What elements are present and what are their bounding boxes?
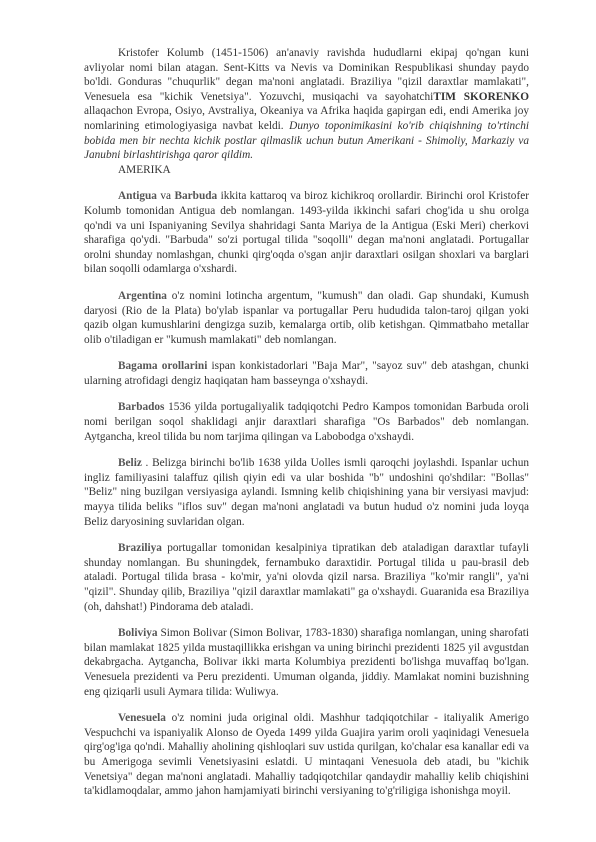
entry-venezuela — [84, 711, 529, 799]
entry-bahamas — [84, 359, 529, 388]
entry-text: 1536 yilda portugaliyalik tadqiqotchi Pedro Kampos tomonidan Barbuda oroli nomi berilgan soqol shaklidagi anjir daraxtlari sharafiga "Os Barbados" deb nomlangan. Aytgancha, kreol tilida bu nom tarjima qilingan va Labobodga o'xshaydi. — [84, 401, 529, 443]
entry-term: Boliviya — [118, 627, 158, 640]
entry-belize — [84, 456, 529, 529]
author-name: TIM SKORENKO — [433, 90, 529, 103]
entry-term: Antigua — [118, 190, 157, 203]
intro-paragraph — [84, 46, 529, 163]
entry-text: portugallar tomonidan kesalpiniya tipratikan deb ataladigan daraxtlar tufayli shunday nomlangan. Bu shuningdek, fernambuko daraxtidir. Portugal tilida u pau-brasil deb ataladi. Portugal tilida brasa - ko'mir, ya'ni olovda qizil narsa. Braziliya "ko'mir rangli", ya'ni "qizil". Shunday qilib, Braziliya "qizil daraxtlar mamlakati" ga o'xshaydi. Guaranida esa Braziliya (oh, dahshat!) Pindorama deb ataladi. — [84, 542, 529, 613]
entry-text: ispan konkistadorlari "Baja Mar", "sayoz suv" deb atashgan, chunki ularning atrofidagi dengiz haqiqatan ham basseynga o'xshaydi. — [84, 360, 529, 387]
intro-italic-text: Dunyo toponimikasini ko'rib chiqishning to'rtinchi bobida men bir nechta kichik postlar qilmaslik uchun butun Amerikani - Shimoliy, Markaziy va Janubni birlashtirishga qaror qildim. — [84, 119, 529, 162]
entry-text: Simon Bolivar (Simon Bolivar, 1783-1830) sharafiga nomlangan, uning sharofati bilan mamlakat 1825 yilda mustaqillikka erishgan va uning birinchi prezidenti 1825 yil avgustdan dekabrgacha. Aytgancha, Bolivar ikki marta Kolumbiya prezidenti bo'lishga muvaffaq bo'lgan. Venesuela prezidenti va Peru prezidenti. Umuman olganda, jiddiy. Mamlakat nomini buzishning eng qiziqarli usuli Aymara tilida: Wuliwya. — [84, 627, 529, 698]
entry-term: Argentina — [118, 289, 167, 302]
entry-text: o'z nomini juda original oldi. Mashhur tadqiqotchilar - italiyalik Amerigo Vespuchchi va ispaniyalik Alonso de Oyeda 1499 yilda Guajira yarim oroli yaqinidagi Venesuela qirg'og'iga qo'ndi. Mahalliy aholining qishloqlari suv ustida qurilgan, ko'chalar esa kanallar edi va bu Amerigoga sevimli Venetsiyasini eslatdi. U mintaqani Venesuola deb atadi, bu "kichik Venetsiya" degan ma'noni anglatadi. Mahalliy tadqiqotchilar qandaydir mahalliy kelib chiqishini ta'kidlamoqdalar, ammo jahon hamjamiyati birinchi versiyaning to'g'riligiga ishonishga moyil. — [84, 712, 529, 798]
entry-term: Venesuela — [118, 712, 166, 725]
entry-term: Bagama orollarini — [118, 360, 208, 373]
entry-term: Barbados — [118, 401, 165, 414]
entry-antigua-barbuda — [84, 189, 529, 277]
intro-text-1: Kristofer Kolumb (1451-1506) an'anaviy ravishda hududlarni ekipaj qo'ngan kuni avliyolar nomi bilan atagan. Sent-Kitts va Nevis va Dominikan Respublikasi shunday paydo bo'ldi. Gonduras "chuqurlik" degan ma'noni anglatadi. Braziliya "qizil daraxtlar mamlakati", Venesuela esa "kichik Venetsiya". Yozuvchi, musiqachi va sayohatchi — [84, 47, 529, 103]
entry-text: o'z nomini lotincha argentum, "kumush" dan oladi. Gap shundaki, Kumush daryosi (Rio de la Plata) bo'ylab ispanlar va portugallar Peru hududida talon-taroj qilgan yoki qazib olgan kumushlarini dengizga suzib, kemalarga ortib, olib ketishgan. Qimmatbaho metallar olib o'tiladigan er "kumush mamlakati" deb nomlangan. — [84, 289, 529, 346]
entry-term-2: Barbuda — [174, 190, 218, 203]
section-heading: AMERIKA — [118, 163, 171, 176]
entry-brazil — [84, 541, 529, 614]
entry-argentina — [84, 289, 529, 347]
entry-connector: va — [156, 190, 175, 203]
document-page — [84, 46, 529, 799]
entry-text: ikkita kattaroq va biroz kichikroq orollardir. Birinchi orol Kristofer Kolumb tomonidan Antigua deb nomlangan. 1493-yilda ikkinchi safari chog'ida u shu orolga qo'ndi va uni Ispaniyaning Sevilya shahridagi Santa Mariya de la Antigua (Eski Meri) cherkovi sharafiga qo'ydi. "Barbuda" so'zi portugal tilida "soqolli" degan ma'noni anglatadi. Portugallar orolni shunday nomlashgan, chunki qirg'oqda o'sgan anjir daraxtlari osilgan shoxlari va barglari bilan soqolli odamlarga o'xshardi. — [84, 190, 529, 276]
entry-barbados — [84, 400, 529, 444]
entry-term: Beliz — [118, 457, 142, 470]
entry-term: Braziliya — [118, 542, 162, 555]
intro-text-2: allaqachon Evropa, Osiyo, Avstraliya, Okeaniya va Afrika haqida gapirgan edi, endi Amerika joy nomlarining etimologiyasiga navbat keldi. — [84, 105, 529, 132]
entry-bolivia — [84, 626, 529, 699]
entry-text: . Belizga birinchi bo'lib 1638 yilda Uolles ismli qaroqchi joylashdi. Ispanlar uchun ingliz familiyasini talaffuz qilish qiyin edi va ular boshida "b" undoshini qo'shdilar: "Bollas" "Beliz" ning buzilgan versiyasiga aylandi. Ismning kelib chiqishining yana bir versiyasi mavjud: mayya tilida beliks "iflos suv" degan ma'noni anglatadi va butun hudud o'z nomini juda loyqa Beliz daryosining suvlaridan olgan. — [84, 457, 529, 528]
